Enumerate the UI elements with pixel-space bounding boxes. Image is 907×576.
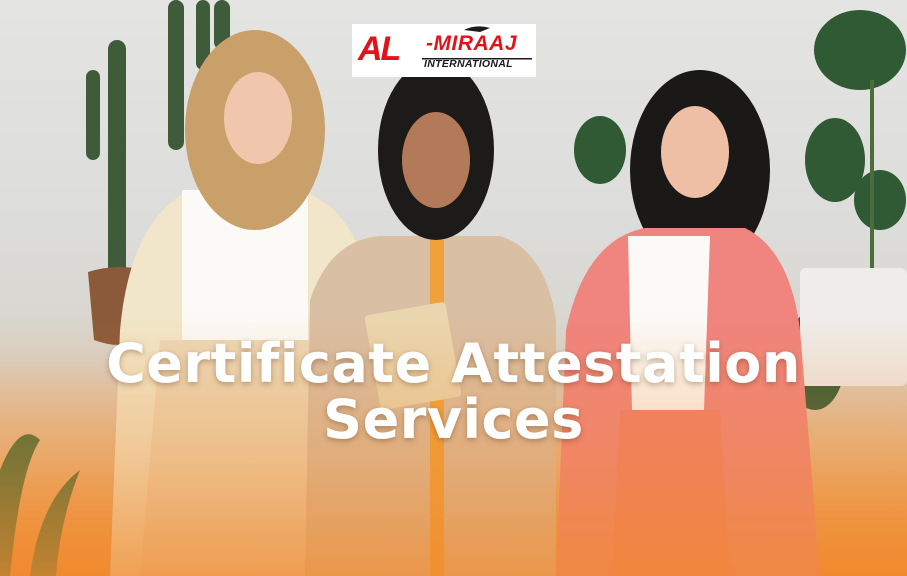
headline-line-2: Services [323,388,584,451]
logo-prefix: AL [358,30,400,68]
headline-line-1: Certificate Attestation [106,332,801,395]
logo-name: -MIRAAJ [426,32,517,55]
page-headline [0,332,907,451]
al-miraaj-logo [352,24,536,77]
logo-subtitle: INTERNATIONAL [424,58,513,70]
